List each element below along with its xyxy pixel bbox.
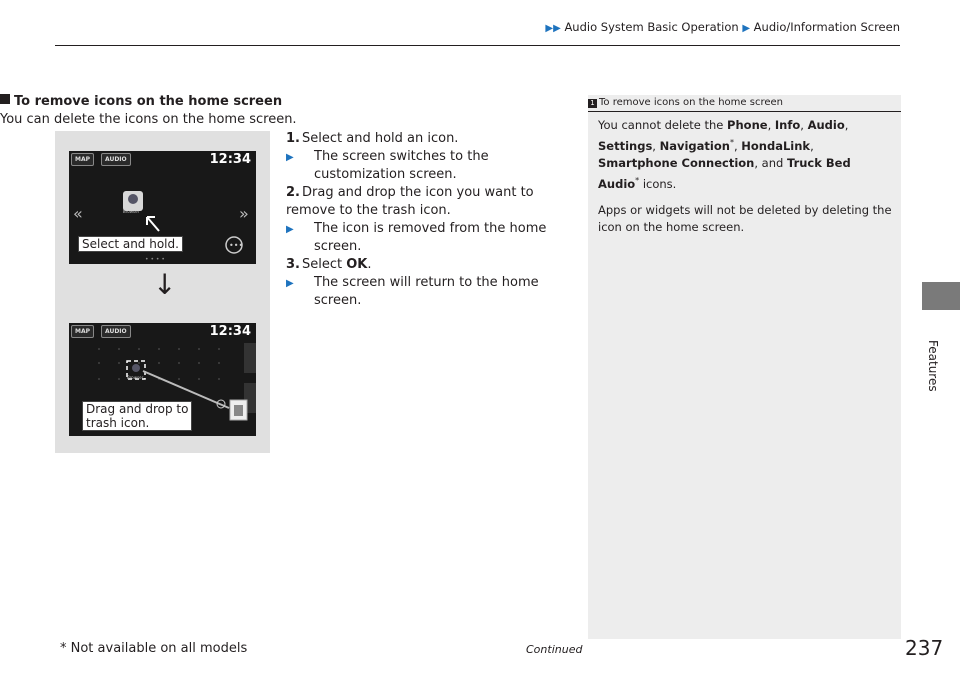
- note-heading: 1 To remove icons on the home screen: [588, 97, 901, 112]
- footnote: * Not available on all models: [60, 641, 248, 656]
- result-arrow-icon: ▶: [286, 152, 294, 163]
- step-result: ▶ The icon is removed from the home screen.: [286, 221, 547, 254]
- chapter-label: Features: [926, 340, 940, 392]
- chapter-tab: [922, 282, 960, 310]
- caption-drag-drop: Drag and drop to trash icon.: [82, 401, 192, 431]
- step-result: ▶ The screen will return to the home screen.: [286, 275, 539, 308]
- step-3: 3. Select OK. ▶ The screen will return to the home screen.: [286, 256, 576, 310]
- map-button: MAP: [71, 325, 94, 338]
- breadcrumb: [545, 20, 900, 34]
- caption-select-hold: Select and hold.: [78, 236, 183, 252]
- svg-text:• • • •: • • • •: [145, 256, 165, 263]
- note-paragraph-1: You cannot delete the Phone, Info, Audio, Settings, Navigation*, HondaLink, Smartphone Connection, and Truck Bed Audio* icons.: [598, 118, 851, 191]
- svg-text:»: »: [239, 204, 249, 223]
- step-result: ▶ The screen switches to the customization screen.: [286, 149, 489, 182]
- steps-list: [286, 130, 576, 310]
- down-arrow-icon: ↓: [153, 268, 177, 301]
- section-title: To remove icons on the home screen: [0, 94, 282, 109]
- svg-text:•••: •••: [229, 241, 244, 250]
- breadcrumb-item-2[interactable]: Audio/Information Screen: [753, 20, 900, 34]
- note-paragraph-2: Apps or widgets will not be deleted by deleting the icon on the home screen.: [598, 202, 892, 234]
- figure-panel: [55, 131, 270, 453]
- breadcrumb-item-1[interactable]: Audio System Basic Operation: [564, 20, 739, 34]
- map-button: MAP: [71, 153, 94, 166]
- audio-button: AUDIO: [101, 153, 131, 166]
- result-arrow-icon: ▶: [286, 278, 294, 289]
- note-marker-icon: 1: [588, 99, 597, 108]
- note-box: [588, 95, 901, 639]
- breadcrumb-arrow-icon: ▶: [742, 23, 751, 34]
- note-body: [598, 117, 893, 245]
- browser-icon-label: Browser: [127, 375, 144, 380]
- audio-button: AUDIO: [101, 325, 131, 338]
- clock: 12:34: [209, 324, 251, 339]
- step-2: 2. Drag and drop the icon you want to remove to the trash icon. ▶ The icon is removed from the home screen.: [286, 184, 576, 256]
- browser-icon-label: Browser: [123, 209, 140, 214]
- page-number: 237: [905, 636, 944, 660]
- square-bullet-icon: [0, 94, 10, 104]
- step-1: 1. Select and hold an icon. ▶ The screen switches to the customization screen.: [286, 130, 576, 184]
- svg-text:«: «: [73, 204, 83, 223]
- breadcrumb-arrow-icon: ▶▶: [545, 23, 561, 34]
- clock: 12:34: [209, 152, 251, 167]
- section-intro: You can delete the icons on the home screen.: [0, 112, 297, 127]
- result-arrow-icon: ▶: [286, 224, 294, 235]
- continued-label: Continued: [526, 643, 583, 656]
